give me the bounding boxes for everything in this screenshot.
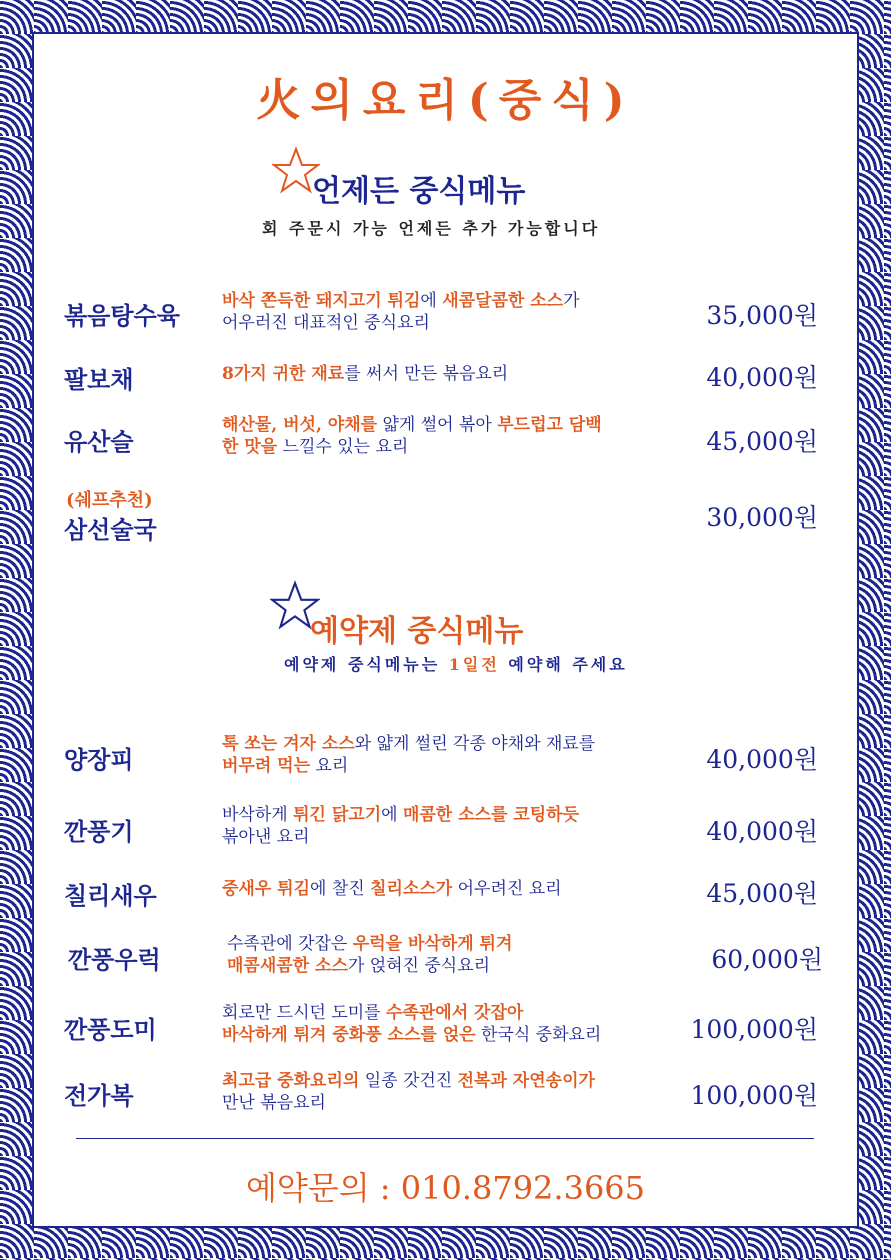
dish-price: 100,000원 [690,1015,818,1044]
menu-title: 火의요리(중식) [256,75,635,126]
dish-description: 해산물, 버섯, 야채를 얇게 썰어 볶아 부드럽고 담백 한 맛을 느낄수 있는 요리 [222,415,602,457]
dish-price: 100,000원 [690,1081,818,1110]
dish-price: 35,000원 [706,301,818,330]
section-heading-anytime: 언제든 중식메뉴 [312,174,526,209]
dish-name: 깐풍도미 [64,1015,157,1044]
dish-description: 수족관에 갓잡은 우럭을 바삭하게 튀겨 매콤새콤한 소스가 얹혀진 중식요리 [227,934,513,976]
dish-name: 양장피 [64,745,134,774]
dish-name: 깐풍기 [64,817,134,846]
dish-description: 회로만 드시던 도미를 수족관에서 갓잡아 바삭하게 튀겨 중화풍 소스를 얹은 한국식 중화요리 [222,1003,602,1045]
dish-price: 60,000원 [711,945,823,974]
section-note-anytime: 회 주문시 가능 언제든 추가 가능합니다 [262,219,601,238]
dish-description: 바삭 쫀득한 돼지고기 튀김에 새콤달콤한 소스가 어우러진 대표적인 중식요리 [222,291,580,333]
dish-description: 8가지 귀한 재료를 써서 만든 볶음요리 [222,364,509,384]
reservation-contact: 예약문의 : 010.8792.3665 [245,1169,646,1207]
dish-description: 톡 쏘는 겨자 소스와 얇게 썰린 각종 야채와 재료를 버무려 먹는 요리 [222,734,596,776]
dish-price: 40,000원 [706,745,818,774]
dish-name: 볶음탕수육 [64,301,180,330]
section-heading-reservation: 예약제 중식메뉴 [310,614,524,649]
divider [76,1138,814,1139]
dish-price: 45,000원 [706,427,818,456]
dish-description: 최고급 중화요리의 일종 갓건진 전복과 자연송이가 만난 볶음요리 [222,1071,595,1113]
dish-price: 40,000원 [706,817,818,846]
dish-price: 45,000원 [706,879,818,908]
dish-name: 깐풍우럭 [68,945,161,974]
dish-name: 전가복 [64,1081,134,1110]
dish-name: 삼선술국 [64,515,157,544]
dish-name: 유산슬 [64,427,134,456]
dish-name: 칠리새우 [64,881,157,910]
section-note-reservation: 예약제 중식메뉴는 1일전 예약해 주세요 [284,655,628,674]
dish-description: 중새우 튀김에 찰진 칠리소스가 어우려진 요리 [222,879,562,899]
chef-recommend-badge: (쉐프추천) [66,490,153,511]
dish-price: 30,000원 [706,503,818,532]
dish-description: 바삭하게 튀긴 닭고기에 매콤한 소스를 코팅하듯 볶아낸 요리 [222,805,580,847]
dish-price: 40,000원 [706,363,818,392]
dish-name: 팔보채 [64,365,134,394]
